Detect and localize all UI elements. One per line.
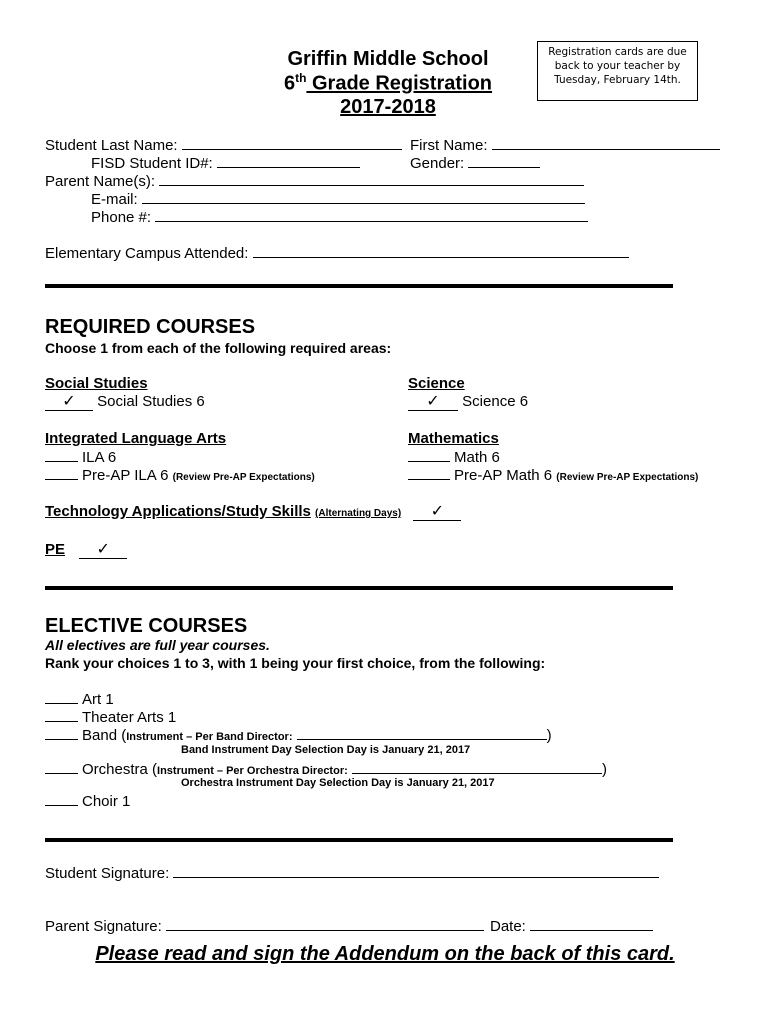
preap-ila-blank[interactable]: [45, 466, 78, 480]
grade-registration-title: 6th Grade Registration: [283, 71, 493, 95]
elementary-campus-field[interactable]: Elementary Campus Attended:: [45, 244, 629, 262]
parent-signature-input[interactable]: [166, 917, 484, 931]
orchestra-rank-blank[interactable]: [45, 760, 78, 774]
band-selection-day: Band Instrument Day Selection Day is January 21, 2017: [181, 744, 471, 756]
theater-rank-blank[interactable]: [45, 708, 78, 722]
orchestra-instrument-input[interactable]: [352, 760, 602, 774]
checkmark-icon[interactable]: ✓: [408, 394, 458, 411]
parent-signature-field[interactable]: Parent Signature:: [45, 917, 484, 935]
band-rank-blank[interactable]: [45, 726, 78, 740]
elective-choir[interactable]: Choir 1: [45, 792, 130, 810]
divider: [45, 586, 673, 590]
date-input[interactable]: [530, 917, 653, 931]
student-last-name-field[interactable]: Student Last Name:: [45, 136, 402, 154]
student-signature-input[interactable]: [173, 864, 659, 878]
preap-math-blank[interactable]: [408, 466, 450, 480]
elective-art[interactable]: Art 1: [45, 690, 114, 708]
tech-apps-row[interactable]: Technology Applications/Study Skills (Alternating Days) ✓: [45, 503, 461, 521]
math-option-regular[interactable]: Math 6: [408, 448, 500, 466]
divider: [45, 284, 673, 288]
band-instrument-input[interactable]: [297, 726, 547, 740]
fisd-id-input[interactable]: [217, 154, 360, 168]
due-notice-box: Registration cards are due back to your teacher by Tuesday, February 14th.: [537, 41, 698, 101]
ila-option-regular[interactable]: ILA 6: [45, 448, 116, 466]
social-studies-title: Social Studies: [45, 375, 148, 392]
school-name: Griffin Middle School: [287, 48, 489, 70]
elective-instruction: Rank your choices 1 to 3, with 1 being your first choice, from the following:: [45, 655, 546, 671]
science-option[interactable]: ✓ Science 6: [408, 393, 528, 411]
elective-band[interactable]: Band (Instrument – Per Band Director: ): [45, 726, 552, 744]
student-signature-field[interactable]: Student Signature:: [45, 864, 659, 882]
math-blank[interactable]: [408, 448, 450, 462]
checkmark-icon[interactable]: ✓: [413, 504, 461, 521]
checkmark-icon[interactable]: ✓: [45, 394, 93, 411]
elective-note: All electives are full year courses.: [45, 637, 270, 653]
email-field[interactable]: E-mail:: [91, 190, 585, 208]
divider: [45, 838, 673, 842]
phone-field[interactable]: Phone #:: [91, 208, 588, 226]
science-title: Science: [408, 375, 465, 392]
elective-orchestra[interactable]: Orchestra (Instrument – Per Orchestra Director: ): [45, 760, 607, 778]
first-name-input[interactable]: [492, 136, 720, 150]
required-instruction: Choose 1 from each of the following required areas:: [45, 340, 392, 356]
parent-names-field[interactable]: Parent Name(s):: [45, 172, 584, 190]
orchestra-selection-day: Orchestra Instrument Day Selection Day is January 21, 2017: [181, 777, 495, 789]
math-title: Mathematics: [408, 430, 499, 447]
campus-input[interactable]: [253, 244, 629, 258]
ila-blank[interactable]: [45, 448, 78, 462]
phone-input[interactable]: [155, 208, 588, 222]
fisd-id-field[interactable]: FISD Student ID#:: [91, 154, 360, 172]
required-courses-heading: REQUIRED COURSES: [45, 316, 256, 338]
gender-field[interactable]: Gender:: [410, 154, 540, 172]
email-input[interactable]: [142, 190, 585, 204]
choir-rank-blank[interactable]: [45, 792, 78, 806]
elective-theater[interactable]: Theater Arts 1: [45, 708, 176, 726]
school-year: 2017-2018: [340, 96, 436, 118]
date-field[interactable]: Date:: [490, 917, 653, 935]
last-name-input[interactable]: [182, 136, 402, 150]
first-name-field[interactable]: First Name:: [410, 136, 720, 154]
pe-row[interactable]: PE ✓: [45, 541, 127, 559]
gender-input[interactable]: [468, 154, 540, 168]
math-option-preap[interactable]: Pre-AP Math 6 (Review Pre-AP Expectations): [408, 466, 698, 484]
ila-option-preap[interactable]: Pre-AP ILA 6 (Review Pre-AP Expectations): [45, 466, 315, 484]
art-rank-blank[interactable]: [45, 690, 78, 704]
ila-title: Integrated Language Arts: [45, 430, 227, 447]
addendum-notice: Please read and sign the Addendum on the back of this card.: [95, 943, 675, 965]
elective-courses-heading: ELECTIVE COURSES: [45, 615, 248, 637]
social-studies-option[interactable]: ✓ Social Studies 6: [45, 393, 205, 411]
parent-names-input[interactable]: [159, 172, 584, 186]
checkmark-icon[interactable]: ✓: [79, 542, 127, 559]
